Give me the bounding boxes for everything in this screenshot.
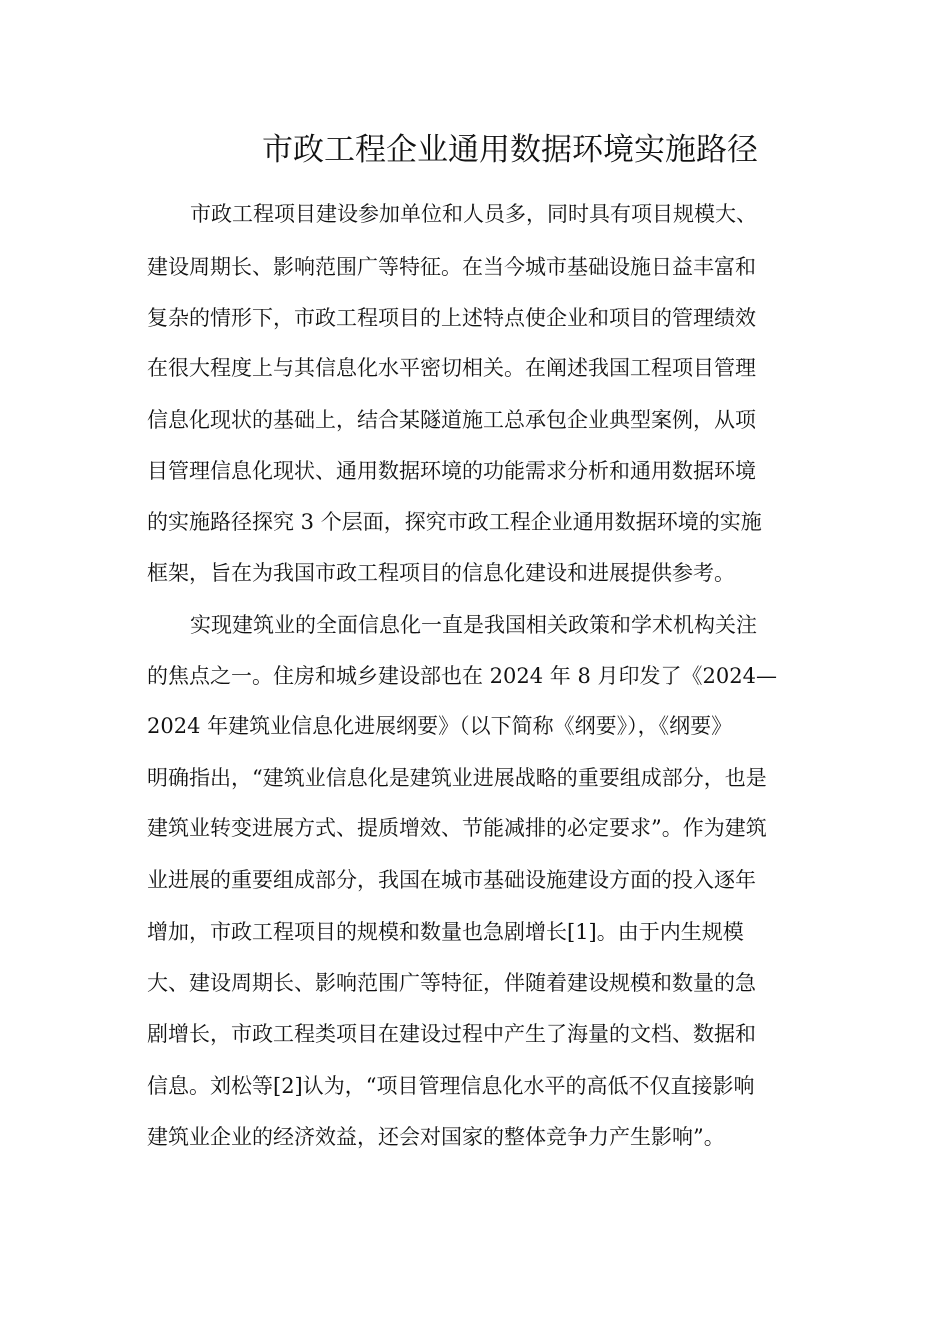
- paragraph-line: 信息。刘松等[2]认为，“项目管理信息化水平的高低不仅直接影响: [147, 1074, 755, 1098]
- paragraph-line: 的实施路径探究 3 个层面，探究市政工程企业通用数据环境的实施: [147, 510, 762, 534]
- paragraph-line: 建设周期长、影响范围广等特征。在当今城市基础设施日益丰富和: [147, 255, 756, 279]
- paragraph-line: 在很大程度上与其信息化水平密切相关。在阐述我国工程项目管理: [147, 356, 756, 380]
- paragraph-line: 信息化现状的基础上，结合某隧道施工总承包企业典型案例，从项: [147, 408, 756, 432]
- paragraph-line: 实现建筑业的全面信息化一直是我国相关政策和学术机构关注: [190, 613, 757, 637]
- paragraph-line: 明确指出，“建筑业信息化是建筑业进展战略的重要组成部分，也是: [147, 766, 767, 790]
- document-title: 市政工程企业通用数据环境实施路径: [262, 132, 758, 168]
- paragraph-line: 2024 年建筑业信息化进展纲要》（以下简称《纲要》），《纲要》: [147, 714, 733, 738]
- paragraph-line: 框架，旨在为我国市政工程项目的信息化建设和进展提供参考。: [147, 561, 735, 585]
- paragraph-line: 目管理信息化现状、通用数据环境的功能需求分析和通用数据环境: [147, 459, 756, 483]
- paragraph-line: 建筑业企业的经济效益，还会对国家的整体竞争力产生影响”。: [147, 1125, 725, 1149]
- paragraph-line: 业进展的重要组成部分，我国在城市基础设施建设方面的投入逐年: [147, 868, 756, 892]
- paragraph-line: 市政工程项目建设参加单位和人员多，同时具有项目规模大、: [190, 202, 757, 226]
- paragraph-line: 的焦点之一。住房和城乡建设部也在 2024 年 8 月印发了《2024—: [147, 664, 777, 688]
- paragraph-line: 剧增长，市政工程类项目在建设过程中产生了海量的文档、数据和: [147, 1022, 756, 1046]
- paragraph-line: 大、建设周期长、影响范围广等特征，伴随着建设规模和数量的急: [147, 971, 756, 995]
- paragraph-line: 建筑业转变进展方式、提质增效、节能减排的必定要求”。作为建筑: [147, 816, 767, 840]
- paragraph-line: 复杂的情形下，市政工程项目的上述特点使企业和项目的管理绩效: [147, 306, 756, 330]
- paragraph-line: 增加，市政工程项目的规模和数量也急剧增长[1]。由于内生规模: [147, 920, 744, 944]
